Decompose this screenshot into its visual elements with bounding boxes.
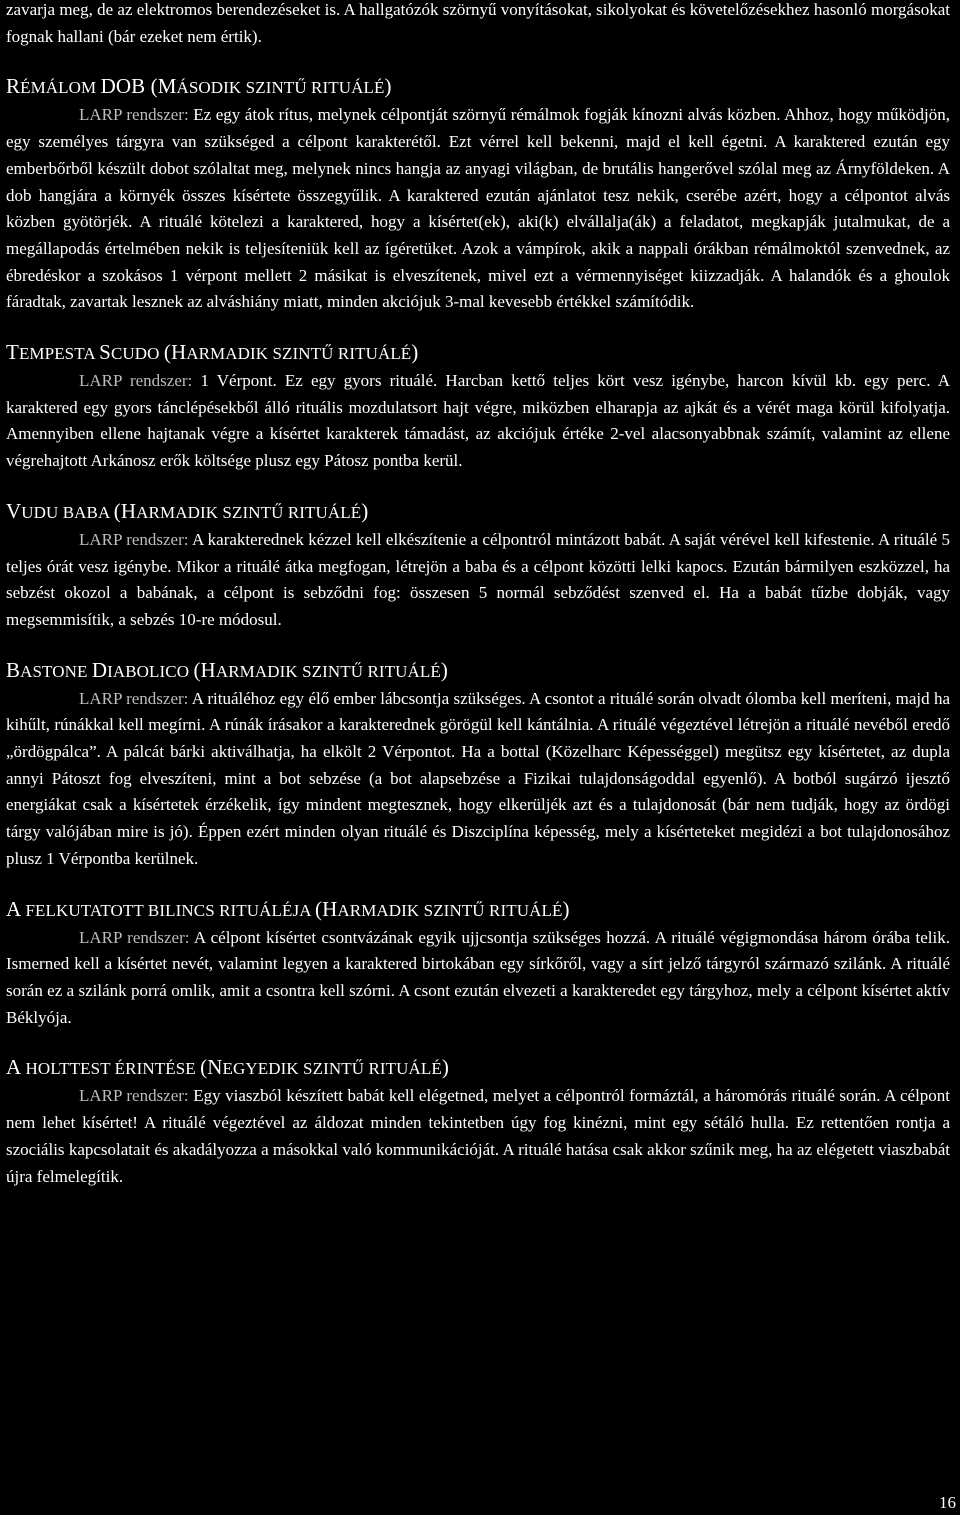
ritual-title-part: (N bbox=[200, 1055, 223, 1080]
page-number: 16 bbox=[939, 1493, 956, 1512]
ritual-description bbox=[6, 527, 950, 634]
ritual-title-part: IABOLICO bbox=[107, 661, 194, 681]
ritual-title-part: A bbox=[6, 896, 26, 921]
larp-label: LARP rendszer: bbox=[79, 105, 189, 125]
ritual-title-part: DOB (M bbox=[100, 74, 177, 99]
ritual-title-part: S bbox=[99, 340, 111, 365]
ritual-section bbox=[6, 896, 950, 1032]
ritual-section bbox=[6, 1054, 950, 1190]
larp-label: LARP rendszer: bbox=[79, 927, 190, 947]
ritual-title-part: ) bbox=[361, 498, 369, 523]
ritual-title bbox=[6, 498, 950, 526]
ritual-title-part: (H bbox=[315, 896, 338, 921]
ritual-description bbox=[6, 1083, 950, 1190]
ritual-title-part: ARMADIK SZINTŰ RITUÁLÉ bbox=[136, 502, 362, 522]
ritual-title-part: D bbox=[91, 657, 108, 682]
ritual-title-part: CUDO bbox=[110, 344, 164, 364]
ritual-title-part: (H bbox=[113, 498, 137, 523]
ritual-section bbox=[6, 73, 950, 316]
ritual-title-part: ) bbox=[562, 896, 570, 921]
document-page bbox=[6, 0, 950, 1190]
ritual-text: Egy viaszból készített babát kell elégetned, melyet a célpontról formáztál, a háromórás rituálé során. A célpont nem lehet kísértet! A rituálé végeztével az áldozat minden tekintetben úgy fog kinézni, mint egy sétáló hulla. Ez rettentően rontja a szociális kapcsolatait és akadályozza a másokkal való kommunikációját. A rituálé hatása csak akkor szűnik meg, ha az elégetett viaszbabát újra felmelegítik. bbox=[6, 1086, 951, 1186]
ritual-text: A karakterednek kézzel kell elkészítenie a célpontról mintázott babát. A saját vérével kell kifestenie. A rituálé 5 teljes órát vesz igénybe. Mikor a rituálé átka megfogan, létrejön a baba és a célpont közötti lelki kapocs. Ezután bármilyen eszközzel, ha sebzést okozol a babának, a célpont is sebződni fog: összesen 5 normál sebződést szenved el. Ha a babát tűzbe dobják, vagy megsemmisítik, a sebzés 10-re módosul. bbox=[6, 529, 951, 629]
ritual-title-part: UDU BABA bbox=[21, 502, 114, 522]
ritual-title-part: ARMADIK SZINTŰ RITUÁLÉ bbox=[215, 661, 441, 681]
ritual-title-part: ) bbox=[411, 340, 419, 365]
ritual-title-part: (H bbox=[163, 340, 187, 365]
ritual-sections bbox=[6, 73, 950, 1190]
ritual-description bbox=[6, 368, 950, 475]
ritual-title-part: FELKUTATOTT BILINCS RITUÁLÉJA bbox=[25, 900, 316, 920]
ritual-section bbox=[6, 498, 950, 634]
ritual-title-part: ) bbox=[441, 1055, 449, 1080]
larp-label: LARP rendszer: bbox=[79, 688, 189, 708]
larp-label: LARP rendszer: bbox=[79, 1086, 189, 1106]
ritual-title-part: (H bbox=[193, 657, 216, 682]
ritual-title bbox=[6, 1054, 950, 1082]
ritual-description bbox=[6, 925, 950, 1032]
ritual-text: 1 Vérpont. Ez egy gyors rituálé. Harcban kettő teljes kört vesz igénybe, harcon kívül kb. egy perc. A karaktered egy gyors tánclépésekből álló rituális mozdulatsort hajt végre, miközben elharapja az ajkát és a vérét maga körül kifolyatja. Amennyiben ellene hajtanak végre a kísértet karakterek támadást, az akciójuk értéke 2-vel alacsonyabbnak számít, valamint az ellene végrehajtott Arkánosz erők költsége plusz egy Pátosz pontba kerül. bbox=[6, 371, 950, 471]
ritual-title-part: R bbox=[6, 74, 21, 99]
ritual-text: A célpont kísértet csontvázának egyik ujjcsontja szükséges hozzá. A rituálé végigmondása három órába telik. Ismerned kell a kísértet nevét, valamint legyen a karaktered birtokában egy sírkőről, vagy a sírt jelző tárgyról származó szilánk. A rituálé során ez a szilánk porrá omlik, amit a csontra kell szórni. A csont ezután elvezeti a karakteredet egy tárgyhoz, mely a célpont kísértet aktív Béklyója. bbox=[6, 927, 951, 1027]
ritual-title-part: ARMADIK SZINTŰ RITUÁLÉ bbox=[186, 344, 412, 364]
ritual-title-part: ASTONE bbox=[20, 661, 92, 681]
ritual-title bbox=[6, 73, 950, 101]
ritual-description bbox=[6, 102, 950, 316]
ritual-title bbox=[6, 339, 950, 367]
ritual-title-part: EMPESTA bbox=[18, 344, 100, 364]
intro-paragraph: zavarja meg, de az elektromos berendezéseket is. A hallgatózók szörnyű vonyításokat, sikolyokat és követelőzésekhez hasonló morgásokat fognak hallani (bár ezeket nem értik). bbox=[6, 0, 950, 46]
ritual-section bbox=[6, 339, 950, 475]
ritual-title-part: ARMADIK SZINTŰ RITUÁLÉ bbox=[337, 900, 563, 920]
ritual-title-part: ) bbox=[384, 74, 392, 99]
ritual-title-part: T bbox=[6, 340, 19, 365]
ritual-section bbox=[6, 657, 950, 873]
ritual-title-part: V bbox=[6, 498, 22, 523]
ritual-title-part: ÉMÁLOM bbox=[20, 78, 101, 98]
ritual-text: Ez egy átok rítus, melynek célpontját szörnyű rémálmok fogják kínozni alvás közben. Ahhoz, hogy működjön, egy személyes tárgyra van szükséged a célpont karakterétől. Ezt vérrel kell bekenni, majd el kell égetni. A karaktered ezután egy emberbőrből készült dobot szólaltat meg, melynek nincs hangja az anyagi világban, de brutális hangerővel szólal meg az Árnyföldeken. A dob hangjára a környék összes kísértete összegyűlik. A karaktered ezután ajánlatot tesz nekik, cserébe azért, hogy a célpontot alvás közben gyötörjék. A rituálé kötelezi a karaktered, hogy a kísértet(ek), aki(k) elvállalja(ák) a feladatot, megkapják jutalmukat, de a megállapodás értelmében nekik is teljesíteniük kell az ígéretüket. Azok a vámpírok, akik a nappali órákban rémálmoktól szenvednek, az ébredéskor a szokásos 1 vérpont mellett 2 másikat is elveszítenek, mivel ezt a vérmennyiséget kiizzadják. A halandók és a ghoulok fáradtak, zavartak lesznek az alváshiány miatt, minden akciójuk 3-mal kevesebb értékkel számítódik. bbox=[6, 105, 950, 312]
larp-label: LARP rendszer: bbox=[79, 371, 193, 391]
ritual-text: A rituáléhoz egy élő ember lábcsontja szükséges. A csontot a rituálé során olvadt ólomba kell meríteni, majd ha kihűlt, rúnákkal kell megírni. A rúnák írásakor a karakterednek görögül kell kántálnia. A rituálé végeztével létrejön a rituálé nevéből eredő „ördögpálca”. A pálcát bárki aktiválhatja, ha elkölt 2 Vérpontot. Ha a bottal (Közelharc Képességgel) megütsz egy kísértetet, az dupla annyi Pátoszt fog elveszíteni, mint a bot sebzése (a bot alapsebzése a Fizikai tulajdonságoddal egyenlő). A botból sugárzó ijesztő energiákat csak a kísértetek érzékelik, így mindent megtesznek, hogy elkerüljék azt és a tulajdonosát (bár nem tudják, hogy az ördögi tárgy valójában mire is jó). Éppen ezért minden olyan rituálé és Diszciplína képesség, mely a kísérteteket megidézi a bot tulajdonosához plusz 1 Vérpontba kerülnek. bbox=[6, 688, 950, 868]
ritual-title-part: ÁSODIK SZINTŰ RITUÁLÉ bbox=[176, 78, 385, 98]
ritual-title-part: ) bbox=[440, 657, 448, 682]
ritual-title bbox=[6, 896, 950, 924]
ritual-title-part: B bbox=[6, 657, 21, 682]
ritual-title-part: A bbox=[6, 1055, 26, 1080]
ritual-title-part: HOLTTEST ÉRINTÉSE bbox=[25, 1059, 201, 1079]
ritual-description bbox=[6, 686, 950, 873]
larp-label: LARP rendszer: bbox=[79, 529, 189, 549]
ritual-title-part: EGYEDIK SZINTŰ RITUÁLÉ bbox=[222, 1059, 442, 1079]
ritual-title bbox=[6, 657, 950, 685]
